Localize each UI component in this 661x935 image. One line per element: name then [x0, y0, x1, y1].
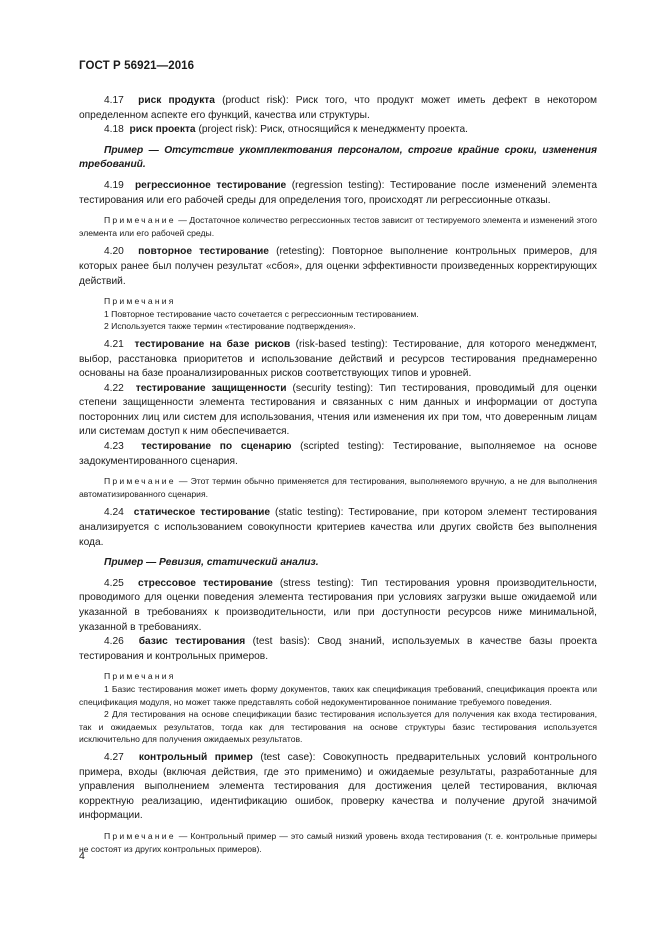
term-entry [79, 382, 597, 440]
standard-header: ГОСТ Р 56921—2016 [79, 60, 195, 72]
note [79, 214, 597, 239]
term-number: 4.21 [104, 338, 124, 350]
term-entry [79, 179, 597, 208]
term-definition: (retesting): Повторное выполнение контрольных примеров, для которых ранее был получен результат «сбоя», для оценки эффективности произведенных корректирующих действий. [79, 246, 597, 287]
term-number: 4.20 [104, 246, 124, 258]
term-entry [79, 635, 597, 664]
term-title: статическое тестирование [133, 507, 271, 519]
term-title: базис тестирования [138, 636, 246, 648]
note-item: 1 Повторное тестирование часто сочетается с регрессионным тестированием. [104, 308, 419, 319]
term-entry [79, 506, 597, 550]
note-text: — Контрольный пример — это самый низкий уровень входа тестирования (т. е. контрольные примеры не состоят из других контрольных примеров). [79, 830, 597, 854]
term-number: 4.22 [104, 382, 124, 394]
note-item: 2 Для тестирования на основе спецификации базис тестирования используется для получения как входа тестирования, так и ожидаемых результатов, тогда как для тестирования на основе структуры базис тестирования используется исключительно для получения ожидаемых результатов. [79, 709, 597, 745]
note-label: Примечание [104, 476, 176, 487]
term-definition: (risk-based testing): Тестирование, для которого менеджмент, выбор, расстановка приоритетов и использование действий и ресурсов тестирования преднамеренно основаны на базе проанализированных рисков соответствующих типов и уровней. [79, 338, 597, 380]
term-title: регрессионное тестирование [134, 179, 287, 191]
note-label: Примечание [104, 830, 176, 841]
note [79, 830, 597, 855]
term-number: 4.23 [104, 441, 124, 453]
term-title: риск проекта [129, 124, 196, 136]
term-number: 4.27 [104, 751, 124, 763]
term-number: 4.18 [104, 124, 124, 136]
note-label: Примечание [104, 215, 176, 226]
note-item: 1 Базис тестирования может иметь форму документов, таких как спецификация требований, спецификация проекта или спецификация модуля, но может также представлять собой недокументированное понимание требуемого поведения. [79, 683, 597, 707]
term-title: тестирование на базе рисков [134, 338, 291, 350]
term-entry [79, 94, 597, 123]
term-number: 4.17 [104, 95, 124, 106]
notes-label: Примечания [104, 296, 176, 307]
term-title: стрессовое тестирование [137, 577, 273, 589]
document-body [79, 94, 597, 861]
term-definition: (static testing): Тестирование, при котором элемент тестирования анализируется с использованием совокупности критериев качества или других свойств без выполнения кода. [79, 507, 597, 548]
term-title: контрольный пример [138, 751, 253, 763]
term-number: 4.26 [104, 636, 124, 648]
term-entry [79, 577, 597, 635]
note [79, 475, 597, 500]
term-entry [79, 123, 597, 138]
term-definition: (security testing): Тип тестирования, проводимый для оценки степени защищенности элемента тестирования и связанных с ним данных и информации от доступа посторонних лиц или систем для использования, чтения или изменения их при том, что доверенным лицам или системам доступ к ним обеспечивается. [79, 382, 597, 438]
page-number: 4 [79, 850, 85, 862]
note-text: — Достаточное количество регрессионных тестов зависит от тестируемого элемента и изменений этого элемента или его рабочей среды. [79, 215, 597, 238]
term-definition: (test basis): Свод знаний, используемых в качестве базы проекта тестирования и контрольных примеров. [79, 636, 597, 662]
term-number: 4.24 [104, 507, 124, 519]
term-entry [79, 751, 597, 824]
term-definition: (product risk): Риск того, что продукт может иметь дефект в некотором определенном аспекте его функций, качества или структуры. [79, 95, 597, 121]
term-number: 4.25 [104, 577, 124, 589]
term-title: риск продукта [138, 95, 215, 106]
term-definition: (scripted testing): Тестирование, выполняемое на основе задокументированного сценария. [79, 441, 597, 467]
term-title: тестирование по сценарию [141, 441, 292, 453]
example: Пример — Отсутствие укомплектования персоналом, строгие крайние сроки, изменения требований. [79, 144, 597, 171]
notes-label: Примечания [104, 671, 176, 682]
term-definition: (project risk): Риск, относящийся к менеджменту проекта. [195, 124, 468, 136]
note-item: 2 Используется также термин «тестирование подтверждения». [104, 321, 356, 332]
note-text: — Этот термин обычно применяется для тестирования, выполняемого вручную, а не для выполнения автоматизированного сценария. [79, 476, 597, 499]
term-entry [79, 440, 597, 469]
term-title: тестирование защищенности [135, 382, 287, 394]
term-number: 4.19 [104, 179, 124, 191]
term-entry [79, 245, 597, 289]
term-entry [79, 338, 597, 382]
example: Пример — Ревизия, статический анализ. [104, 557, 319, 569]
term-definition: (test case): Совокупность предварительных условий контрольного примера, входы (включая действия, где это применимо) и ожидаемые результаты, разработанные для управления выполнением элемента тестирования для достижения целей тестирования, включая корректную реализацию, идентификацию ошибок, проверку качества и получение другой значимой информации. [79, 751, 597, 822]
term-title: повторное тестирование [138, 246, 269, 258]
term-definition: (regression testing): Тестирование после изменений элемента тестирования или его рабочей среды для определения того, происходят ли регрессионные отказы. [79, 179, 597, 206]
term-definition: (stress testing): Тип тестирования уровня производительности, проводимого для оценки поведения элемента тестирования при условиях загрузки выше ожидаемой или указанной в требованиях к производительности, или при доступности ресурсов ниже минимальной, указанной в требованиях. [79, 577, 597, 633]
